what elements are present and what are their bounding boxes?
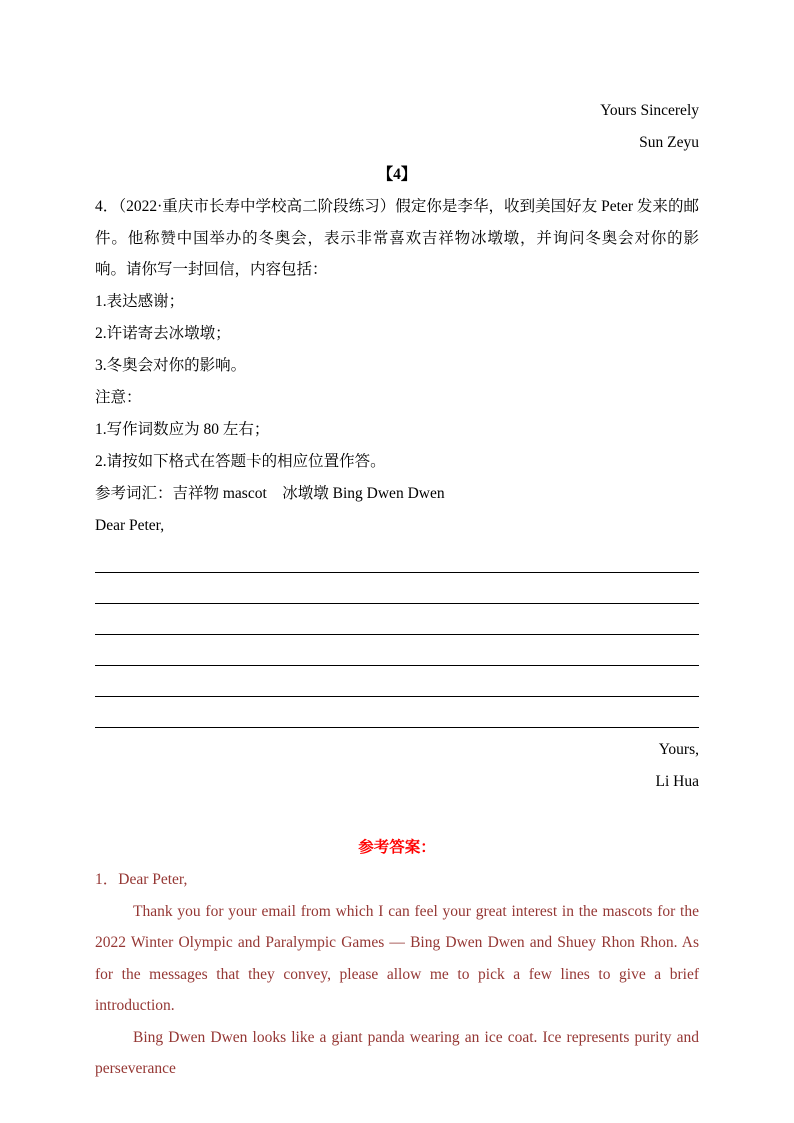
answer-paragraph-1: Thank you for your email from which I can feel your great interest in the mascots for the 2022 Winter Olympic and Paralympic Games — Bing Dwen Dwen and Shuey Rhon Rhon. As for the messages that they convey, please allow me to pick a few lines to give a brief introduction. xyxy=(95,902,703,1014)
writing-line xyxy=(95,635,699,666)
question-point-1: 1.表达感谢； xyxy=(95,292,185,310)
writing-line xyxy=(95,604,699,635)
prev-letter-signer: Sun Zeyu xyxy=(639,134,699,151)
writing-lines xyxy=(95,542,699,728)
writing-line xyxy=(95,697,699,728)
note-2: 2.请按如下格式在答题卡的相应位置作答。 xyxy=(95,452,386,470)
notes-label: 注意： xyxy=(95,388,142,406)
section-label: 【4】 xyxy=(377,166,417,183)
writing-line xyxy=(95,542,699,573)
vocab-hint: 参考词汇：吉祥物 mascot 冰墩墩 Bing Dwen Dwen xyxy=(95,484,445,502)
note-1: 1.写作词数应为 80 左右； xyxy=(95,420,270,438)
question-stem: 4．（2022·重庆市长寿中学校高二阶段练习）假定你是李华，收到美国好友 Peter 发来的邮件。他称赞中国举办的冬奥会，表示非常喜欢吉祥物冰墩墩，并询问冬奥会对你的影响。请你写一封回信，内容包括： xyxy=(95,198,699,278)
letter-salutation: Dear Peter, xyxy=(95,516,165,534)
answer-item-opening: 1．Dear Peter, xyxy=(95,870,188,888)
answer-paragraph-2: Bing Dwen Dwen looks like a giant panda wearing an ice coat. Ice represents purity and perseverance xyxy=(95,1028,703,1077)
question-point-2: 2.许诺寄去冰墩墩； xyxy=(95,324,231,342)
closing-signer: Li Hua xyxy=(655,772,699,790)
question-point-3: 3.冬奥会对你的影响。 xyxy=(95,356,247,374)
answer-section-header: 参考答案： xyxy=(358,838,436,856)
writing-line xyxy=(95,573,699,604)
writing-line xyxy=(95,666,699,697)
closing-valediction: Yours, xyxy=(658,740,699,758)
prev-letter-valediction: Yours Sincerely xyxy=(600,102,699,119)
